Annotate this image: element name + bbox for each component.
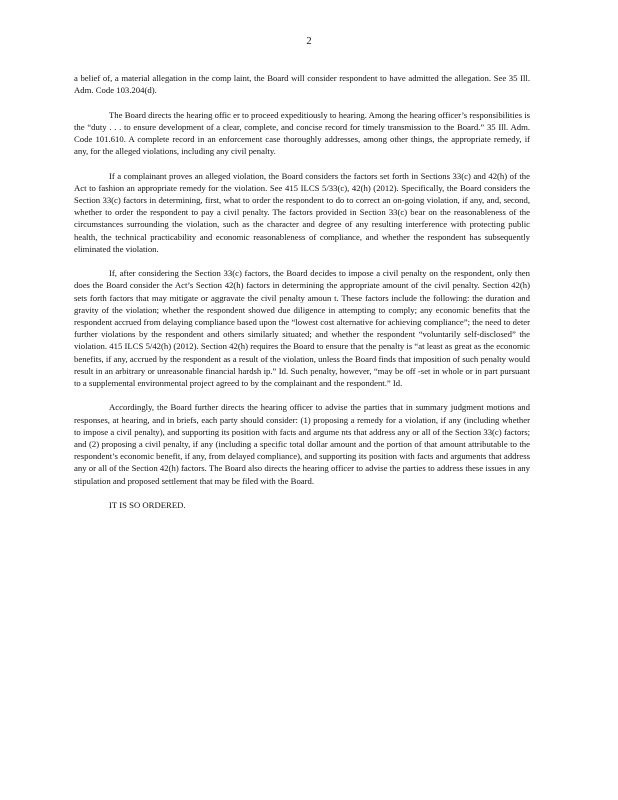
paragraph-hearing-officer: The Board directs the hearing offic er to proceed expeditiously to hearing. Among the hearing officer’s responsibilities is the “duty . . . to ensure development of a clear, complete, and concise record for timely transmission to the Board.” 35 Ill. Adm. Code 101.610. A complete record in an enforcement case thoroughly addresses, among other things, the appropriate remedy, if any, for the alleged violations, including any civil penalty. [74, 109, 530, 157]
document-body [74, 72, 530, 523]
closing-order: IT IS SO ORDERED. [109, 500, 186, 511]
paragraph-section-42h: If, after considering the Section 33(c) factors, the Board decides to impose a civil penalty on the respondent, only then does the Board consider the Act’s Section 42(h) factors in determining the appropriate amount of the civil penalty. Section 42(h) sets forth factors that may mitigate or aggravate the civil penalty amoun t. These factors include the following: the duration and gravity of the violation; whether the respondent showed due diligence in attempting to comply; any economic benefits that the respondent accrued from delaying compliance based upon the “lowest cost alternative for achieving compliance”; the need to deter further violations by the respondent and others similarly situated; and whether the respondent “voluntarily self-disclosed” the violation. 415 ILCS 5/42(h) (2012). Section 42(h) requires the Board to ensure that the penalty is “at least as great as the economic benefits, if any, accrued by the respondent as a result of the violation, unless the Board finds that imposition of such penalty would result in an arbitrary or unreasonable financial hardsh ip.” Id. Such penalty, however, “may be off -set in whole or in part pursuant to a supplemental environmental project agreed to by the complainant and the respondent.” Id. [74, 268, 530, 389]
paragraph-section-33c: If a complainant proves an alleged violation, the Board considers the factors set forth in Sections 33(c) and 42(h) of the Act to fashion an appropriate remedy for the violation. See 415 ILCS 5/33(c), 42(h) (2012). Specifically, the Board considers the Section 33(c) factors in determining, first, what to order the respondent to do to correct an on-going violation, if any, and, second, whether to order the respondent to pay a civil penalty. The factors provided in Section 33(c) bear on the reasonableness of the circumstances surrounding the violation, such as the character and degree of any resulting interference with protecting public health, the technical practicability and economic reasonableness of compliance, and whether the respondent has subsequently eliminated the violation. [74, 170, 530, 254]
page-number: 2 [306, 36, 312, 47]
paragraph-continuation: a belief of, a material allegation in the comp laint, the Board will consider respondent to have admitted the allegation. See 35 Ill. Adm. Code 103.204(d). [74, 73, 530, 96]
paragraph-directions: Accordingly, the Board further directs the hearing officer to advise the parties that in summary judgment motions and responses, at hearing, and in briefs, each party should consider: (1) proposing a remedy for a violation, if any (including whether to impose a civil penalty), and supporting its position with facts and argume nts that address any or all of the Section 33(c) factors; and (2) proposing a civil penalty, if any (including a specific total dollar amount and the portion of that amount attributable to the respondent’s economic benefit, if any, from delayed compliance), and supporting its position with facts and arguments that address any or all of the Section 42(h) factors. The Board also directs the hearing officer to advise the parties to address these issues in any stipulation and proposed settlement that may be filed with the Board. [74, 402, 530, 486]
